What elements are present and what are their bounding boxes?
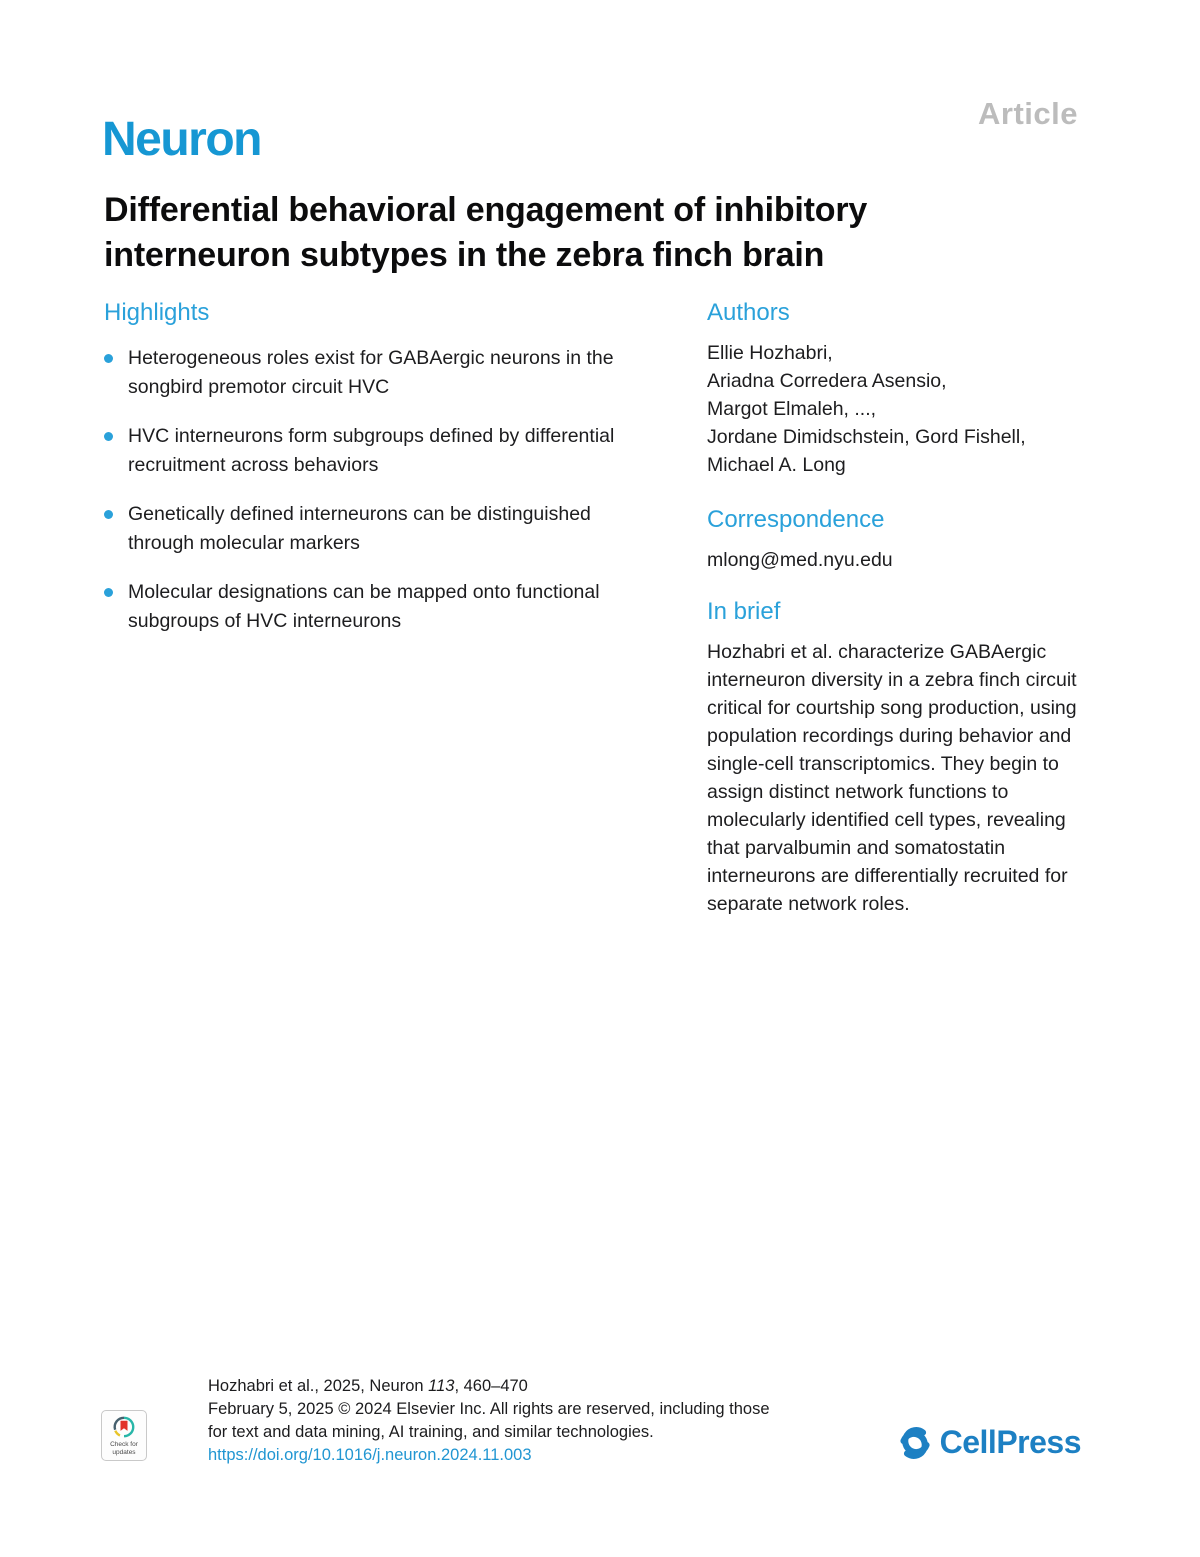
highlight-item bbox=[104, 422, 660, 479]
crossmark-icon bbox=[112, 1415, 136, 1439]
bullet-icon bbox=[104, 432, 113, 441]
highlight-text: Molecular designations can be mapped onto functional subgroups of HVC interneurons bbox=[128, 581, 600, 632]
correspondence-email: mlong@med.nyu.edu bbox=[707, 549, 893, 571]
bullet-icon bbox=[104, 588, 113, 597]
cellpress-icon bbox=[897, 1425, 933, 1461]
info-column bbox=[707, 298, 1099, 918]
highlight-text: HVC interneurons form subgroups defined by differential recruitment across behaviors bbox=[128, 425, 615, 476]
highlight-item bbox=[104, 344, 660, 401]
highlight-text: Genetically defined interneurons can be distinguished through molecular markers bbox=[128, 503, 591, 554]
in-brief-heading: In brief bbox=[707, 598, 781, 625]
bullet-icon bbox=[104, 354, 113, 363]
correspondence-heading: Correspondence bbox=[707, 506, 885, 533]
journal-logo: Neuron bbox=[102, 113, 261, 166]
authors-heading: Authors bbox=[707, 299, 790, 326]
footer-citation-block bbox=[208, 1375, 770, 1467]
cellpress-logo[interactable] bbox=[897, 1424, 1081, 1461]
author-line: Ariadna Corredera Asensio, bbox=[707, 370, 947, 392]
highlight-item bbox=[104, 500, 660, 557]
highlight-item bbox=[104, 578, 660, 635]
doi-link[interactable]: https://doi.org/10.1016/j.neuron.2024.11.003 bbox=[208, 1446, 532, 1464]
author-line: Margot Elmaleh, ..., bbox=[707, 398, 877, 420]
in-brief-text: Hozhabri et al. characterize GABAergic interneuron diversity in a zebra finch circuit critical for courtship song production, using population recordings during behavior and single-cell transcriptomics. They begin to assign distinct network functions to molecularly identified cell types, revealing that parvalbumin and somatostatin interneurons are differentially recruited for separate network roles. bbox=[707, 641, 1077, 915]
check-badge-label: Check for updates bbox=[110, 1441, 138, 1456]
bullet-icon bbox=[104, 510, 113, 519]
citation-line: Hozhabri et al., 2025, Neuron 113, 460–470 bbox=[208, 1377, 528, 1395]
highlight-text: Heterogeneous roles exist for GABAergic neurons in the songbird premotor circuit HVC bbox=[128, 347, 614, 398]
volume-number: 113 bbox=[428, 1377, 455, 1395]
article-type-label: Article bbox=[978, 96, 1078, 131]
author-line: Jordane Dimidschstein, Gord Fishell, bbox=[707, 426, 1026, 448]
check-for-updates-badge[interactable] bbox=[101, 1410, 147, 1461]
copyright-line: for text and data mining, AI training, and similar technologies. bbox=[208, 1423, 654, 1441]
copyright-line: February 5, 2025 © 2024 Elsevier Inc. All rights are reserved, including those bbox=[208, 1400, 770, 1418]
paper-title: Differential behavioral engagement of inhibitory interneuron subtypes in the zebra finch brain bbox=[104, 191, 868, 274]
highlights-heading: Highlights bbox=[104, 299, 210, 326]
author-line: Michael A. Long bbox=[707, 454, 846, 476]
author-line: Ellie Hozhabri, bbox=[707, 342, 833, 364]
cellpress-wordmark: CellPress bbox=[939, 1424, 1081, 1460]
highlights-section bbox=[104, 298, 660, 656]
